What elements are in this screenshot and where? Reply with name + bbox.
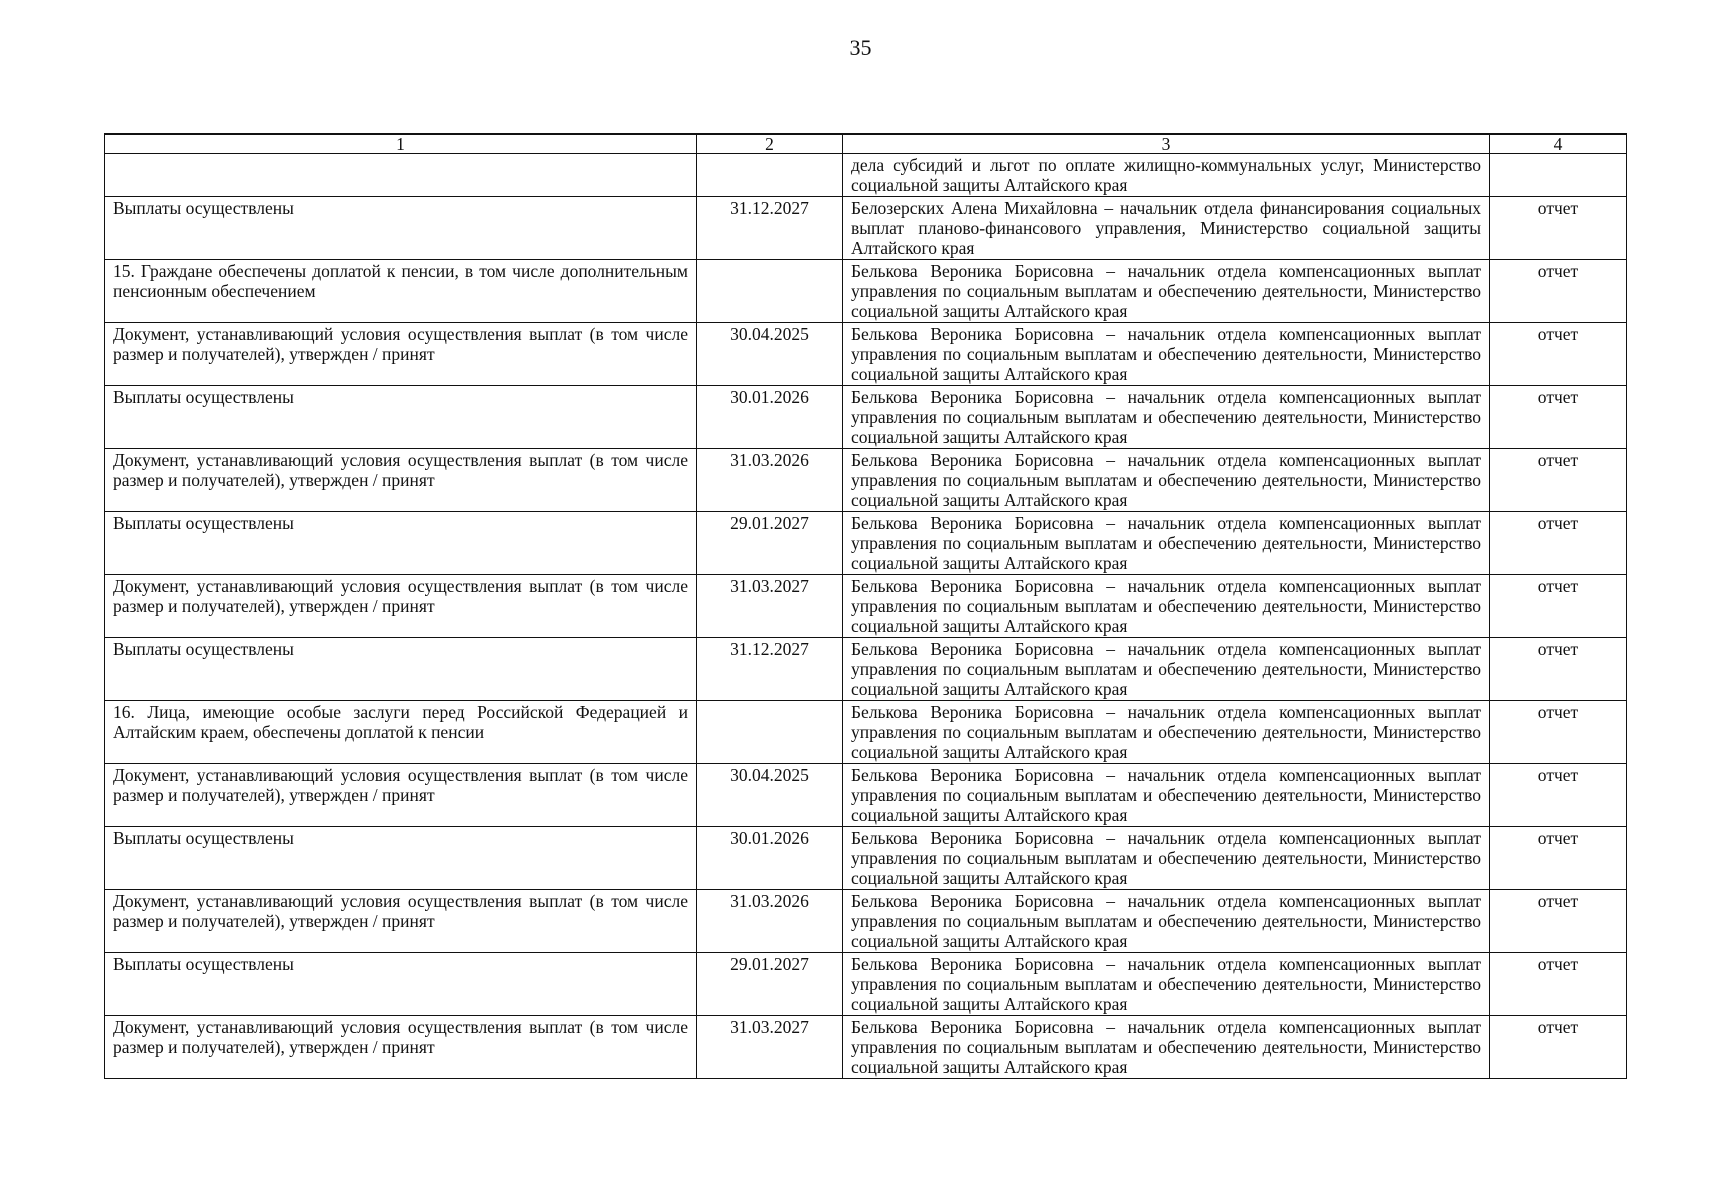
- date-cell: 31.03.2026: [697, 449, 843, 512]
- activity-cell: 16. Лица, имеющие особые заслуги перед Российской Федерацией и Алтайским краем, обеспечены доплатой к пенсии: [105, 701, 697, 764]
- table-row: [105, 386, 1627, 449]
- date-cell: 29.01.2027: [697, 953, 843, 1016]
- table-row: [105, 1016, 1627, 1079]
- table-body: [105, 154, 1627, 1079]
- date-cell: [697, 154, 843, 197]
- document-cell: отчет: [1490, 764, 1627, 827]
- activity-cell: Выплаты осуществлены: [105, 953, 697, 1016]
- activity-cell: Выплаты осуществлены: [105, 197, 697, 260]
- responsible-cell: Белозерских Алена Михайловна – начальник отдела финансирования социальных выплат планово-финансового управления, Министерство социальной защиты Алтайского края: [843, 197, 1490, 260]
- document-cell: отчет: [1490, 197, 1627, 260]
- page-number: 35: [849, 35, 872, 60]
- responsible-cell: Белькова Вероника Борисовна – начальник отдела компенсационных выплат управления по социальным выплатам и обеспечению деятельности, Министерство социальной защиты Алтайского края: [843, 764, 1490, 827]
- schedule-table: [104, 133, 1627, 1079]
- activity-cell: Документ, устанавливающий условия осуществления выплат (в том числе размер и получателей), утвержден / принят: [105, 449, 697, 512]
- responsible-cell: Белькова Вероника Борисовна – начальник отдела компенсационных выплат управления по социальным выплатам и обеспечению деятельности, Министерство социальной защиты Алтайского края: [843, 890, 1490, 953]
- document-cell: отчет: [1490, 512, 1627, 575]
- table-row: [105, 449, 1627, 512]
- activity-cell: Документ, устанавливающий условия осуществления выплат (в том числе размер и получателей), утвержден / принят: [105, 323, 697, 386]
- document-cell: отчет: [1490, 701, 1627, 764]
- responsible-cell: дела субсидий и льгот по оплате жилищно-коммунальных услуг, Министерство социальной защиты Алтайского края: [843, 154, 1490, 197]
- document-cell: [1490, 154, 1627, 197]
- table-row: [105, 827, 1627, 890]
- responsible-cell: Белькова Вероника Борисовна – начальник отдела компенсационных выплат управления по социальным выплатам и обеспечению деятельности, Министерство социальной защиты Алтайского края: [843, 1016, 1490, 1079]
- date-cell: 31.12.2027: [697, 638, 843, 701]
- date-cell: 30.04.2025: [697, 323, 843, 386]
- header-col-3: 3: [843, 134, 1490, 154]
- activity-cell: Документ, устанавливающий условия осуществления выплат (в том числе размер и получателей), утвержден / принят: [105, 764, 697, 827]
- table-row: [105, 764, 1627, 827]
- date-cell: 29.01.2027: [697, 512, 843, 575]
- activity-cell: Выплаты осуществлены: [105, 512, 697, 575]
- date-cell: 31.03.2027: [697, 575, 843, 638]
- date-cell: 31.03.2027: [697, 1016, 843, 1079]
- header-row: [105, 134, 1627, 154]
- table-row: [105, 154, 1627, 197]
- responsible-cell: Белькова Вероника Борисовна – начальник отдела компенсационных выплат управления по социальным выплатам и обеспечению деятельности, Министерство социальной защиты Алтайского края: [843, 260, 1490, 323]
- responsible-cell: Белькова Вероника Борисовна – начальник отдела компенсационных выплат управления по социальным выплатам и обеспечению деятельности, Министерство социальной защиты Алтайского края: [843, 575, 1490, 638]
- table-row: [105, 197, 1627, 260]
- header-col-1: 1: [105, 134, 697, 154]
- document-cell: отчет: [1490, 386, 1627, 449]
- table-row: [105, 512, 1627, 575]
- date-cell: 31.03.2026: [697, 890, 843, 953]
- table-row: [105, 323, 1627, 386]
- document-cell: отчет: [1490, 953, 1627, 1016]
- activity-cell: [105, 154, 697, 197]
- table-row: [105, 953, 1627, 1016]
- header-col-4: 4: [1490, 134, 1627, 154]
- date-cell: 31.12.2027: [697, 197, 843, 260]
- responsible-cell: Белькова Вероника Борисовна – начальник отдела компенсационных выплат управления по социальным выплатам и обеспечению деятельности, Министерство социальной защиты Алтайского края: [843, 953, 1490, 1016]
- responsible-cell: Белькова Вероника Борисовна – начальник отдела компенсационных выплат управления по социальным выплатам и обеспечению деятельности, Министерство социальной защиты Алтайского края: [843, 512, 1490, 575]
- activity-cell: 15. Граждане обеспечены доплатой к пенсии, в том числе дополнительным пенсионным обеспечением: [105, 260, 697, 323]
- table-row: [105, 575, 1627, 638]
- activity-cell: Выплаты осуществлены: [105, 386, 697, 449]
- document-cell: отчет: [1490, 575, 1627, 638]
- activity-cell: Выплаты осуществлены: [105, 638, 697, 701]
- activity-cell: Документ, устанавливающий условия осуществления выплат (в том числе размер и получателей), утвержден / принят: [105, 575, 697, 638]
- table-row: [105, 260, 1627, 323]
- activity-cell: Документ, устанавливающий условия осуществления выплат (в том числе размер и получателей), утвержден / принят: [105, 890, 697, 953]
- date-cell: [697, 701, 843, 764]
- document-cell: отчет: [1490, 323, 1627, 386]
- responsible-cell: Белькова Вероника Борисовна – начальник отдела компенсационных выплат управления по социальным выплатам и обеспечению деятельности, Министерство социальной защиты Алтайского края: [843, 323, 1490, 386]
- date-cell: 30.01.2026: [697, 386, 843, 449]
- document-cell: отчет: [1490, 449, 1627, 512]
- date-cell: 30.01.2026: [697, 827, 843, 890]
- table-row: [105, 638, 1627, 701]
- document-cell: отчет: [1490, 827, 1627, 890]
- activity-cell: Документ, устанавливающий условия осуществления выплат (в том числе размер и получателей), утвержден / принят: [105, 1016, 697, 1079]
- responsible-cell: Белькова Вероника Борисовна – начальник отдела компенсационных выплат управления по социальным выплатам и обеспечению деятельности, Министерство социальной защиты Алтайского края: [843, 386, 1490, 449]
- responsible-cell: Белькова Вероника Борисовна – начальник отдела компенсационных выплат управления по социальным выплатам и обеспечению деятельности, Министерство социальной защиты Алтайского края: [843, 449, 1490, 512]
- header-col-2: 2: [697, 134, 843, 154]
- document-cell: отчет: [1490, 890, 1627, 953]
- responsible-cell: Белькова Вероника Борисовна – начальник отдела компенсационных выплат управления по социальным выплатам и обеспечению деятельности, Министерство социальной защиты Алтайского края: [843, 701, 1490, 764]
- table-row: [105, 701, 1627, 764]
- document-cell: отчет: [1490, 638, 1627, 701]
- activity-cell: Выплаты осуществлены: [105, 827, 697, 890]
- date-cell: 30.04.2025: [697, 764, 843, 827]
- responsible-cell: Белькова Вероника Борисовна – начальник отдела компенсационных выплат управления по социальным выплатам и обеспечению деятельности, Министерство социальной защиты Алтайского края: [843, 827, 1490, 890]
- table-row: [105, 890, 1627, 953]
- date-cell: [697, 260, 843, 323]
- table-header: [105, 134, 1627, 154]
- responsible-cell: Белькова Вероника Борисовна – начальник отдела компенсационных выплат управления по социальным выплатам и обеспечению деятельности, Министерство социальной защиты Алтайского края: [843, 638, 1490, 701]
- document-cell: отчет: [1490, 1016, 1627, 1079]
- document-cell: отчет: [1490, 260, 1627, 323]
